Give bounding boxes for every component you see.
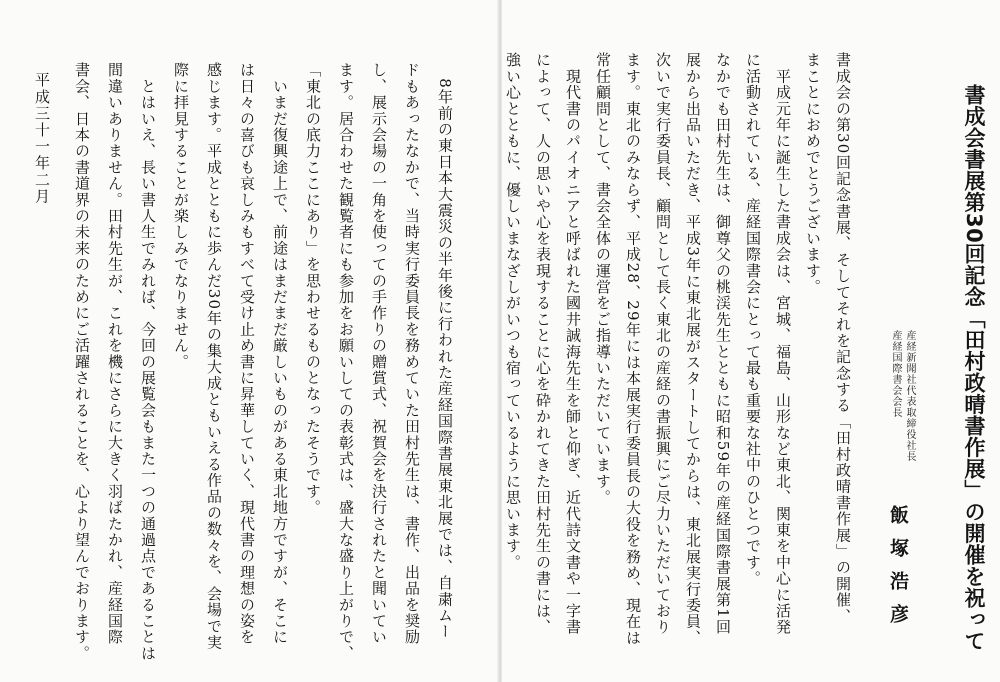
body-line: 展から出品いただき、平成3年に東北展がスタートしてからは、東北展実行委員、 <box>684 52 702 646</box>
body-line: とはいえ、長い書人生でみれば、今回の展覧会もまた一つの通過点であることは <box>139 62 157 662</box>
body-line: し、展示会場の一角を使っての手作りの贈賞式、祝賀会を決行されたと聞いてい <box>370 62 388 646</box>
date: 平成三十一年二月 <box>33 72 51 205</box>
right-page <box>502 0 1000 682</box>
body-line: 際に拝見することが楽しみでなりません。 <box>172 62 190 370</box>
body-line: ドもあったなかで、当時実行委員長を務めていた田村先生は、書作、出品を奨励 <box>403 62 421 646</box>
body-line: 8年前の東日本大震災の半年後に行われた産経国際書展東北展では、自粛ムー <box>436 62 454 640</box>
body-line: は日々の喜びも哀しみもすべて受け止め書に昇華していく、現代書の理想の姿を <box>238 62 256 646</box>
author-title: 産経新聞社代表取締役社長 <box>904 330 915 462</box>
left-page <box>0 0 498 682</box>
body-line: 次いで実行委員長、顧問として長く東北の産経の書振興にご尽力いただいており <box>654 52 672 636</box>
body-line: 感じます。平成とともに歩んだ30年の集大成ともいえる作品の数々を、会場で実 <box>205 62 223 651</box>
body-line: 現代書のパイオニアと呼ばれた國井誠海先生を師と仰ぎ、近代詩文書や一字書 <box>564 52 582 636</box>
body-line: ます。東北のみならず、平成28、29年には本展実行委員長の大役を務め、現在は <box>624 52 642 646</box>
body-line: 書成会の第30回記念書展、そしてそれを記念する「田村政晴書作展」の開催、 <box>834 52 852 625</box>
author-title: 産経国際書会会長 <box>890 330 901 418</box>
body-line: によって、人の思いや心を表現することに心を砕かれてきた田村先生の書には、 <box>534 52 552 636</box>
author-name: 飯塚浩彦 <box>887 505 909 637</box>
article-title: 書成会書展第30回記念「田村政晴書作展」の開催を祝って <box>962 84 986 652</box>
body-line: 書会、日本の書道界の未来のためにご活躍されることを、心より望んでおります。 <box>73 62 91 662</box>
body-line: に活動されている、産経国際書会にとって最も重要な社中のひとつです。 <box>744 52 762 587</box>
body-line: まことにおめでとうございます。 <box>804 52 822 295</box>
body-line: 「東北の底力ここにあり」を思わせるものとなったそうです。 <box>304 62 322 516</box>
body-line: 間違いありません。田村先生が、これを機にさらに大きく羽ばたかれ、産経国際 <box>106 62 124 646</box>
body-line: なかでも田村先生は、御尊父の桃渓先生とともに昭和59年の産経国際書展第1回 <box>714 52 732 636</box>
body-line: 強い心とともに、優しいまなざしがいつも宿っているように思います。 <box>504 52 522 571</box>
body-line: いまだ復興途上で、前途はまだまだ厳しいものがある東北地方ですが、そこに <box>271 62 289 646</box>
body-line: ます。居合わせた観覧者にも参加をお願いしての表彰式は、盛大な盛り上がりで、 <box>337 62 355 662</box>
body-line: 常任顧問として、書会全体の運営をご指導いただいています。 <box>594 52 612 506</box>
body-line: 平成元年に誕生した書成会は、宮城、福島、山形など東北、関東を中心に活発 <box>774 52 792 636</box>
